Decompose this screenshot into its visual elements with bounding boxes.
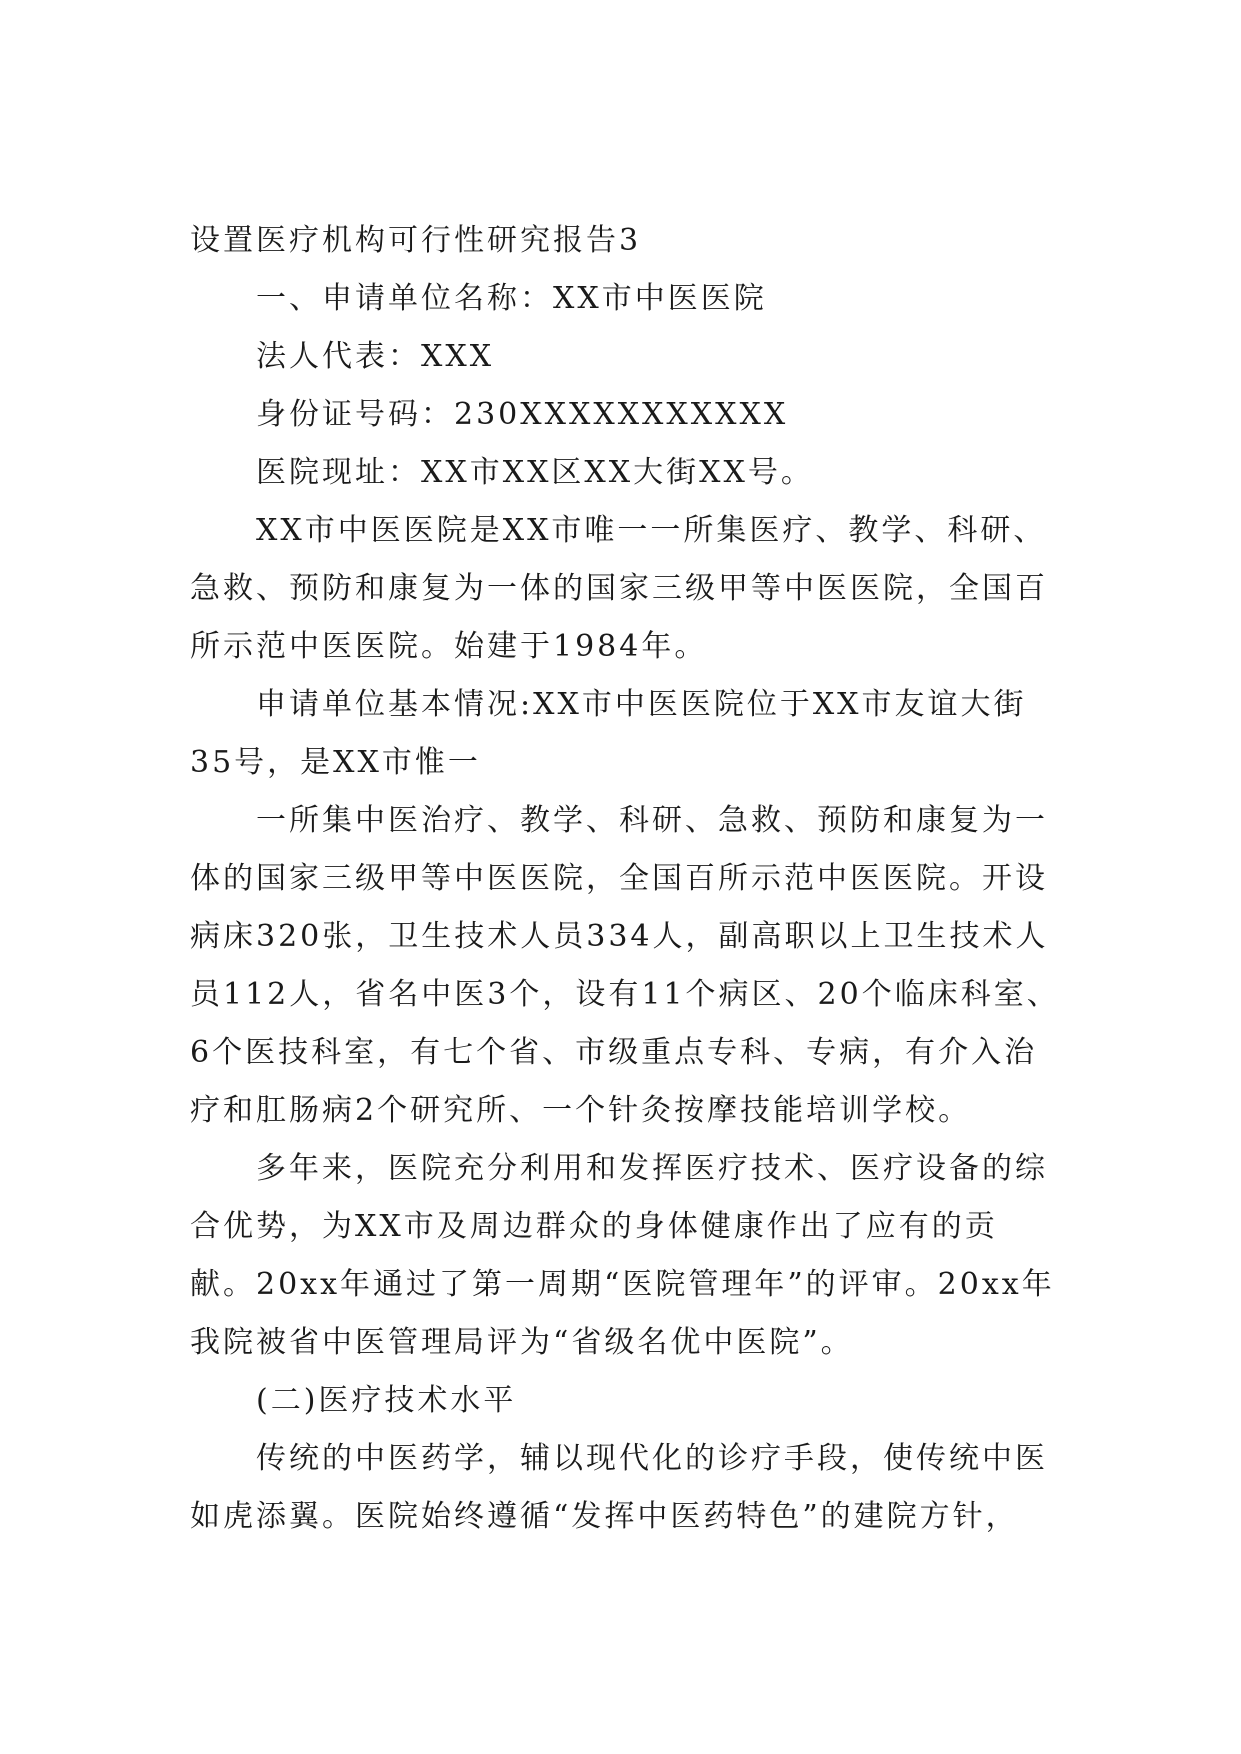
document-body — [190, 212, 1060, 1546]
paragraph-hospital-intro: XX市中医医院是XX市唯一一所集医疗、教学、科研、急救、预防和康复为一体的国家三级甲等中医医院，全国百所示范中医医院。始建于1984年。 — [190, 513, 1048, 664]
paragraph-id-number: 身份证号码：230XXXXXXXXXXX — [256, 397, 789, 432]
paragraph-legal-representative: 法人代表：XXX — [256, 339, 495, 374]
paragraph-hospital-address: 医院现址：XX市XX区XX大街XX号。 — [256, 455, 814, 490]
paragraph-applicant-name: 一、申请单位名称：XX市中医医院 — [256, 281, 767, 316]
paragraph-medical-technology: 传统的中医药学，辅以现代化的诊疗手段，使传统中医如虎添翼。医院始终遵循“发挥中医药特色”的建院方针， — [190, 1441, 1048, 1534]
paragraph-hospital-details: 一所集中医治疗、教学、科研、急救、预防和康复为一体的国家三级甲等中医医院，全国百所示范中医医院。开设病床320张，卫生技术人员334人，副高职以上卫生技术人员112人，省名中医3个，设有11个病区、20个临床科室、6个医技科室，有七个省、市级重点专科、专病，有介入治疗和肛肠病2个研究所、一个针灸按摩技能培训学校。 — [190, 803, 1060, 1128]
section-heading-medical-technology: (二)医疗技术水平 — [256, 1383, 517, 1418]
document-title: 设置医疗机构可行性研究报告3 — [190, 223, 642, 258]
paragraph-basic-info: 申请单位基本情况:XX市中医医院位于XX市友谊大街35号，是XX市惟一 — [190, 687, 1027, 780]
paragraph-achievements: 多年来，医院充分利用和发挥医疗技术、医疗设备的综合优势，为XX市及周边群众的身体健康作出了应有的贡献。20xx年通过了第一周期“医院管理年”的评审。20xx年我院被省中医管理局评为“省级名优中医院”。 — [190, 1151, 1055, 1360]
